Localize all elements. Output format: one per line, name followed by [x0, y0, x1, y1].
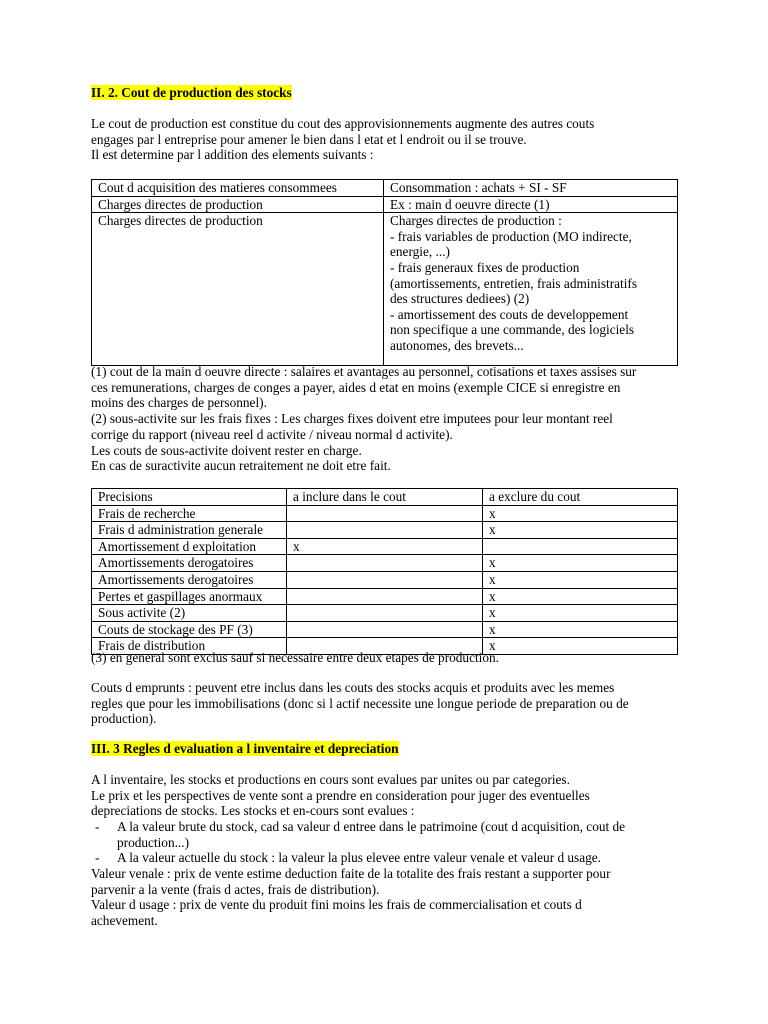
cell-line: des structures dediees) (2) — [390, 291, 530, 307]
table-cell: x — [483, 505, 678, 522]
text-line: engages par l entreprise pour amener le bien dans l etat et l endroit ou il se trouve. — [91, 131, 527, 147]
table-cell: Sous activite (2) — [92, 605, 287, 622]
table-row — [92, 180, 678, 197]
text-line: Valeur d usage : prix de vente du produit fini moins les frais de commercialisation et couts d — [91, 897, 582, 913]
table-cell: Amortissements derogatoires — [92, 571, 287, 588]
inventory-paragraph — [91, 772, 677, 819]
text-line: (1) cout de la main d oeuvre directe : salaires et avantages au personnel, cotisations et taxes assises sur — [91, 364, 637, 379]
text-line: Le cout de production est constitue du cout des approvisionnements augmente des autres couts — [91, 116, 595, 131]
table-cell: Frais de recherche — [92, 505, 287, 522]
text-line: Les couts de sous-activite doivent rester en charge. — [91, 442, 362, 458]
bullet-dash: - — [95, 850, 100, 866]
text-line: A la valeur actuelle du stock : la valeur la plus elevee entre valeur venale et valeur d usage. — [117, 850, 602, 866]
text-line: Couts d emprunts : peuvent etre inclus dans les couts des stocks acquis et produits avec les memes — [91, 680, 615, 695]
table-cell: Charges directes de production — [92, 213, 384, 366]
table-cell: x — [287, 538, 483, 555]
text-line: En cas de suractivite aucun retraitement ne doit etre fait. — [91, 458, 391, 474]
text-line: corrige du rapport (niveau reel d activite / niveau normal d activite). — [91, 426, 453, 442]
section-heading-evaluation — [91, 741, 677, 757]
table-cell: Amortissement d exploitation — [92, 538, 287, 555]
table-cell — [287, 522, 483, 539]
table-cell — [287, 588, 483, 605]
table-row — [92, 571, 678, 588]
table-row — [92, 213, 678, 366]
table-cell: x — [483, 605, 678, 622]
inclusion-exclusion-table — [91, 488, 678, 655]
text-line: parvenir a la vente (frais d actes, frais de distribution). — [91, 881, 380, 897]
definitions-paragraph — [91, 866, 677, 929]
bullet-dash: - — [95, 819, 100, 834]
text-line: production...) — [117, 834, 190, 850]
valuation-bullet-list — [91, 819, 677, 866]
column-header: a exclure du cout — [483, 489, 678, 506]
table-cell: Frais d administration generale — [92, 522, 287, 539]
text-line: A la valeur brute du stock, cad sa valeur d entree dans le patrimoine (cout d acquisition, cout de — [117, 819, 626, 834]
list-item — [91, 819, 677, 850]
table-cell: Pertes et gaspillages anormaux — [92, 588, 287, 605]
text-line: A l inventaire, les stocks et productions en cours sont evalues par unites ou par categories. — [91, 772, 570, 787]
table-cell: Consommation : achats + SI - SF — [384, 180, 678, 197]
table-cell: Amortissements derogatoires — [92, 555, 287, 572]
table-cell: Cout d acquisition des matieres consommees — [92, 180, 384, 197]
table-cell — [287, 621, 483, 638]
table-cell: x — [483, 638, 678, 655]
intro-paragraph — [91, 116, 677, 163]
column-header: a inclure dans le cout — [287, 489, 483, 506]
table-row — [92, 538, 678, 555]
table-cell — [287, 555, 483, 572]
heading-highlight: II. 2. Cout de production des stocks — [91, 85, 292, 100]
table-cell-multiline — [384, 213, 678, 366]
table-cell — [287, 571, 483, 588]
table-cell: Ex : main d oeuvre directe (1) — [384, 196, 678, 213]
list-item — [91, 850, 677, 866]
emprunts-paragraph — [91, 680, 677, 727]
table-row — [92, 621, 678, 638]
text-line: regles que pour les immobilisations (donc si l actif necessite une longue periode de preparation ou de — [91, 695, 629, 711]
table-row — [92, 196, 678, 213]
text-line: Il est determine par l addition des elements suivants : — [91, 147, 374, 163]
column-header: Precisions — [92, 489, 287, 506]
table-row — [92, 555, 678, 572]
heading-highlight: III. 3 Regles d evaluation a l inventaire et depreciation — [91, 741, 399, 756]
table-cell: x — [483, 571, 678, 588]
text-line: Le prix et les perspectives de vente sont a prendre en consideration pour juger des eventuelles — [91, 787, 590, 803]
table-cell: x — [483, 621, 678, 638]
cell-line: - amortissement des couts de developpement — [390, 306, 629, 322]
table-cell: x — [483, 522, 678, 539]
cell-line: energie, ...) — [390, 244, 450, 260]
text-line: achevement. — [91, 913, 158, 929]
cell-line: non specifique a une commande, des logiciels — [390, 322, 635, 338]
table-cell: Couts de stockage des PF (3) — [92, 621, 287, 638]
text-line: depreciations de stocks. Les stocks et en-cours sont evalues : — [91, 803, 415, 819]
cell-line: (amortissements, entretien, frais administratifs — [390, 275, 638, 291]
table-row — [92, 588, 678, 605]
table-cell: x — [483, 588, 678, 605]
text-line: Valeur venale : prix de vente estime deduction faite de la totalite des frais restant a supporter pour — [91, 866, 611, 881]
footnote-3: (3) en general sont exclus sauf si necessaire entre deux etapes de production. — [91, 650, 499, 665]
cell-line: - frais generaux fixes de production — [390, 259, 580, 275]
table-cell — [287, 505, 483, 522]
table-cell: x — [483, 555, 678, 572]
notes-paragraph — [91, 364, 677, 474]
cost-components-table — [91, 179, 678, 366]
text-line: moins des charges de personnel). — [91, 395, 267, 411]
table-row — [92, 505, 678, 522]
table-cell — [287, 605, 483, 622]
table-header-row — [92, 489, 678, 506]
table-cell: Charges directes de production — [92, 196, 384, 213]
table-row — [92, 605, 678, 622]
text-line: (2) sous-activite sur les frais fixes : Les charges fixes doivent etre imputees pour leur montant reel — [91, 411, 613, 427]
cell-line: Charges directes de production : — [390, 213, 562, 229]
text-line: ces remunerations, charges de conges a payer, aides d etat en moins (exemple CICE si enregistre en — [91, 379, 621, 395]
table-cell: Frais de distribution — [92, 638, 287, 655]
section-heading-cout-production — [91, 85, 677, 101]
text-line: production). — [91, 711, 157, 727]
cell-line: - frais variables de production (MO indirecte, — [390, 228, 632, 244]
table-row — [92, 522, 678, 539]
cell-line: autonomes, des brevets... — [390, 337, 524, 353]
table-cell — [483, 538, 678, 555]
